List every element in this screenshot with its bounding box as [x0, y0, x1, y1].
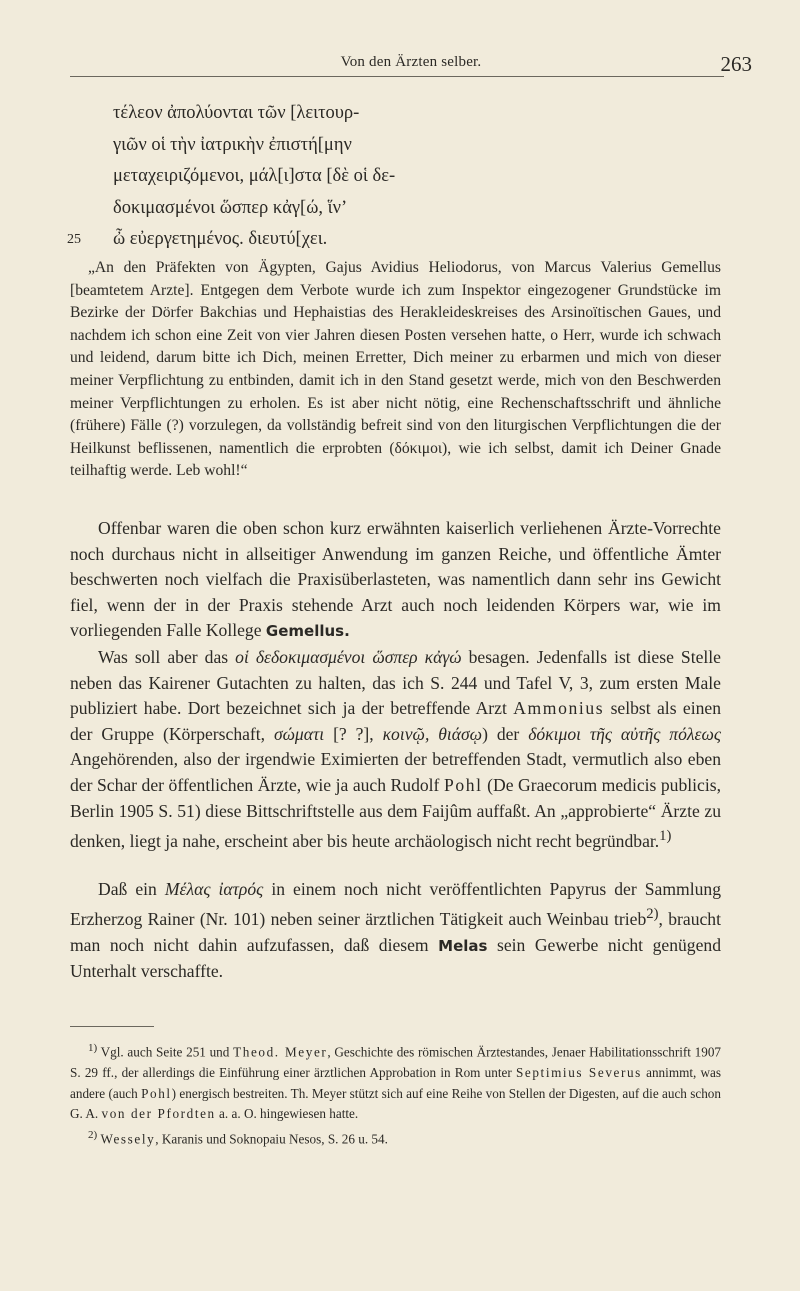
- footnote-mark: 2): [88, 1128, 98, 1141]
- paragraph-text: Was soll aber das: [98, 646, 229, 667]
- footnote-ref[interactable]: 1): [659, 828, 672, 845]
- greek-phrase: δόκιμοι τῆς αὐτῆς πόλεως: [528, 723, 722, 744]
- translation-paragraph: „An den Präfekten von Ägypten, Gajus Avidius Heliodorus, von Marcus Valerius Gemellus [beamtetem Arzte]. Entgegen dem Verbote wurde ich zum Inspektor eingezogener Grundstücke im Bezirke der Dörfer Bakchias und Hephaistias des Herakleideskreises des Arsinoïtischen Gaues, und nachdem ich schon eine Zeit von vier Jahren diesen Posten versehen hatte, o Herr, wurde ich schwach und leidend, darum bitte ich Dich, meinen Erretter, Dich meiner zu erbarmen und mich von dieser meiner Verpflichtung zu entbinden, damit ich in den Stand gesetzt werde, mich von den Beschwerden meiner Verpflichtungen zu erholen. Es ist aber nicht nötig, eine Rechenschaftsschrift und ähnliche (frühere) Fälle (?) vorzulegen, da vollständig befreit sind von den liturgischen Verpflichtungen die der Heilkunst beflissenen, namentlich die erprobten (δόκιμοι), wie ich selbst, damit ich Deiner Gnade teilhaftig werde. Leb wohl!“: [70, 259, 721, 480]
- paragraph-text: Daß ein: [98, 878, 157, 899]
- paragraph-text: (De Graecorum medicis publicis, Berlin 1905 S. 51) diese Bittschriftstelle aus dem Faijûm auffaßt. An „approbierte“ Ärzte zu denken, liegt ja nahe, erscheint aber bis heute archäologisch nicht recht begründbar.: [70, 774, 721, 851]
- footnote-text: , Geschichte des römischen Ärztestandes, Jenaer Habilitationsschrift 1907 S. 29 ff., der allerdings die Einführung einer ärztlichen Approbation in Rom unter: [70, 1044, 722, 1080]
- paragraph-text: ) der: [482, 723, 520, 744]
- running-header: [70, 48, 752, 78]
- paragraph-text: selbst als einen der Gruppe (Körperschaft,: [70, 698, 721, 744]
- paragraph-3: [70, 877, 721, 985]
- footnote-text: a. a. O. hingewiesen hatte.: [219, 1106, 359, 1122]
- footnote-mark: 1): [88, 1042, 98, 1054]
- paragraph-2: [70, 645, 721, 855]
- greek-phrase: κοινῷ, θιάσῳ: [382, 723, 483, 744]
- footnote-ref[interactable]: 2): [646, 906, 659, 923]
- footnote-text: Vgl. auch Seite 251 und: [100, 1044, 230, 1060]
- footnotes: [70, 1038, 721, 1150]
- footnote-rule: [70, 1026, 154, 1027]
- line-number: 25: [67, 232, 81, 247]
- greek-line: μεταχειριζόμενοι, μάλ[ι]στα [δὲ οἱ δε-: [113, 166, 396, 186]
- author-wessely: Wessely: [100, 1131, 156, 1147]
- author-pfordten: von der Pfordten: [101, 1106, 216, 1122]
- greek-phrase: σώματι: [273, 723, 325, 744]
- name-melas: Melas: [438, 936, 488, 955]
- paragraph-text: , braucht man noch nicht dahin aufzufassen, daß diesem: [70, 909, 721, 955]
- running-title: Von den Ärzten selber.: [340, 54, 482, 70]
- name-severus: Septimius Severus: [515, 1064, 642, 1080]
- main-text: [70, 516, 721, 985]
- name-gemellus: Gemellus.: [265, 622, 350, 641]
- greek-line-text: ὦ εὐεργετημένος. διευτύ[χει.: [113, 229, 328, 249]
- paragraph-gap: [70, 855, 721, 877]
- footnote-text: , Karanis und Soknopaiu Nesos, S. 26 u. 54.: [155, 1131, 388, 1147]
- page-number: 263: [720, 52, 752, 76]
- greek-phrase: Μέλας ἰατρός: [164, 878, 264, 899]
- footnote-1: [70, 1038, 721, 1125]
- footnote-text: annimmt, was andere (auch: [70, 1064, 722, 1101]
- paragraph-text: Offenbar waren die oben schon kurz erwähnten kaiserlich verliehenen Ärzte-Vorrechte noch durchaus nicht in allseitiger Anwendung im ganzen Reiche, und öffentliche Ämter beschwerten noch vielfach die Praxisüberlasteten, was namentlich dann sehr ins Gewicht fiel, wenn der in der Praxis stehende Arzt auch noch leidenden Körpers war, wie im vorliegenden Falle Kollege: [70, 518, 721, 641]
- footnote-text: ) energisch bestreiten. Th. Meyer stützt sich auf eine Reihe von Stellen der Digesten, auf die auch schon G. A.: [70, 1085, 721, 1122]
- paragraph-text: in einem noch nicht veröffentlichten Papyrus der Sammlung Erzherzog Rainer (Nr. 101) neben seiner ärztlichen Tätigkeit auch Weinbau trieb: [70, 878, 721, 930]
- paragraph-text: Angehörenden, also der irgendwie Eximierten der betreffenden Stadt, vermutlich also eben der Schar der öffentlichen Ärzte, wie ja auch Rudolf: [70, 749, 721, 795]
- greek-line: γιῶν οἱ τὴν ἰατρικὴν ἐπιστή[μην: [113, 134, 352, 155]
- greek-papyrus-text: [67, 98, 713, 256]
- greek-phrase: οἱ δεδοκιμασμένοι ὥσπερ κἀγώ: [235, 646, 462, 667]
- greek-line: δοκιμασμένοι ὥσπερ κἀγ[ώ, ἵν’: [113, 197, 348, 218]
- footnote-2: [70, 1125, 721, 1150]
- paragraph-text: sein Gewerbe nicht genügend Unterhalt verschaffte.: [70, 934, 721, 982]
- name-pohl: Pohl: [443, 774, 483, 795]
- paragraph-1: [70, 516, 721, 645]
- greek-line: [67, 224, 713, 256]
- author-pohl: Pohl: [141, 1085, 172, 1101]
- author-meyer: Theod. Meyer: [233, 1044, 328, 1060]
- paragraph-text: [? ?],: [333, 723, 374, 744]
- name-ammonius: Ammonius: [513, 698, 605, 719]
- german-translation: [70, 257, 721, 483]
- header-rule: [70, 76, 724, 77]
- greek-line: τέλεον ἀπολύονται τῶν [λειτουρ-: [113, 103, 360, 123]
- paragraph-text: besagen. Jedenfalls ist diese Stelle neben das Kairener Gutachten zu halten, das ich S. 244 und Tafel V, 3, zum ersten Male publiziert habe. Dort bezeichnet sich ja der betreffende Arzt: [70, 646, 721, 719]
